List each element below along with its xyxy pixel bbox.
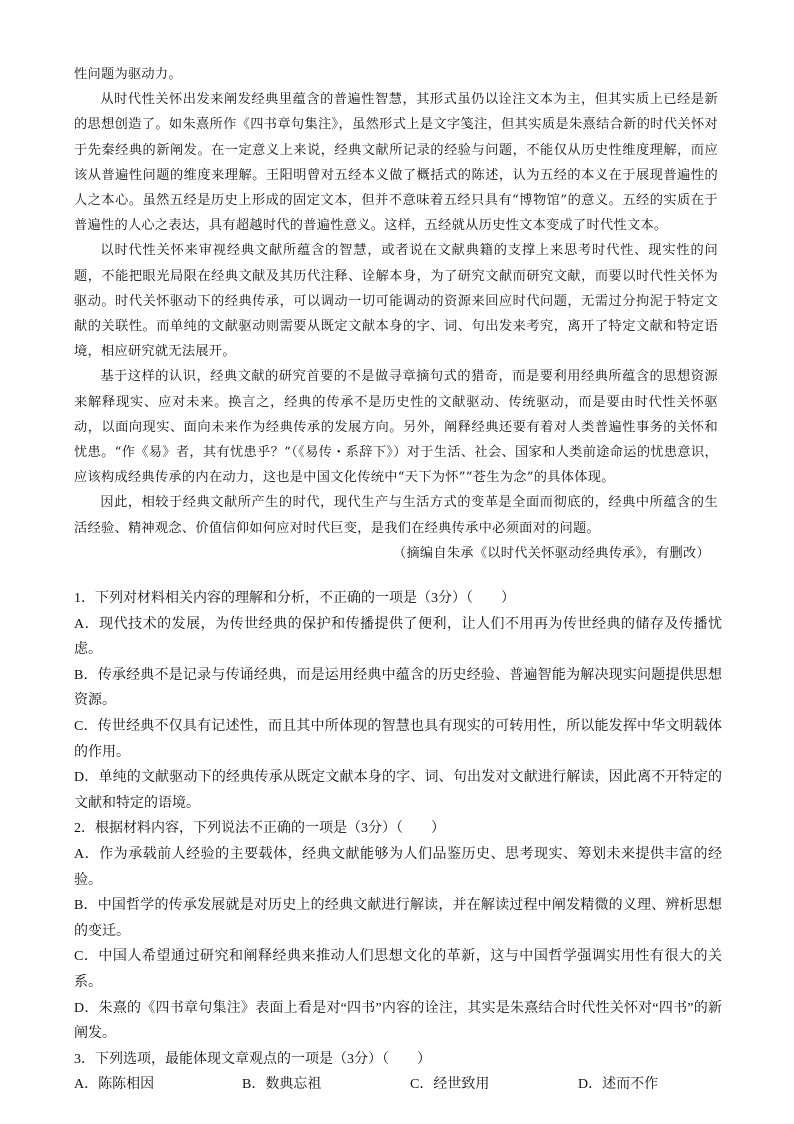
question-2-option-a: A．作为承载前人经验的主要载体，经典文献能够为人们品鉴历史、思考现实、筹划未来提供丰富的经验。 [74, 846, 722, 888]
question-3-option-c: C．经世致用 [410, 1077, 490, 1093]
passage-paragraph: 因此，相较于经典文献所产生的时代，现代生产与生活方式的变革是全面而彻底的，经典中所蕴含的生活经验、精神观念、价值信仰如何应对时代巨变，是我们在经典传承中必须面对的问题。 [74, 495, 718, 536]
question-list [74, 586, 722, 1098]
passage-paragraph: 基于这样的认识，经典文献的研究首要的不是做寻章摘句式的猎奇，而是要利用经典所蕴含的思想资源来解释现实、应对未来。换言之，经典的传承不是历史性的文献驱动、传统驱动，而是要由时代性关怀驱动，以面向现实、面向未来作为经典传承的发展方向。另外，阐释经典还要有着对人类普遍性事务的关怀和忧患。“作《易》者，其有忧患乎？”（《易传・系辞下》）对于生活、社会、国家和人类前途命运的忧患意识，应该构成经典传承的内在动力，这也是中国文化传统中“天下为怀”“苍生为念”的具体体现。 [74, 369, 718, 486]
passage-paragraph: 以时代性关怀来审视经典文献所蕴含的智慧，或者说在文献典籍的支撑上来思考时代性、现实性的问题，不能把眼光局限在经典文献及其历代注释、诠解本身，为了研究文献而研究文献，而要以时代性关怀为驱动。时代关怀驱动下的经典传承，可以调动一切可能调动的资源来回应时代问题，无需过分拘泥于特定文献的关联性。而单纯的文献驱动则需要从既定文献本身的字、词、句出发来考究，离开了特定文献和特定语境，相应研究就无法展开。 [74, 243, 718, 360]
question-2-option-c: C．中国人希望通过研究和阐释经典来推动人们思想文化的革新，这与中国哲学强调实用性有很大的关系。 [74, 949, 722, 990]
question-3-option-d: D．述而不作 [578, 1077, 659, 1093]
question-3-options [74, 1072, 722, 1098]
passage-source: （摘编自朱承《以时代关怀驱动经典传承》，有删改） [392, 545, 710, 561]
question-1-option-c: C．传世经典不仅具有记述性，而且其中所体现的智慧也具有现实的可转用性，所以能发挥中华文明载体的作用。 [74, 718, 722, 760]
question-3-option-b: B．数典忘祖 [242, 1077, 322, 1093]
question-2-option-d: D．朱熹的《四书章句集注》表面上看是对“四书”内容的诠注，其实是朱熹结合时代性关怀对“四书”的新阐发。 [74, 1000, 722, 1042]
passage-paragraph: 性问题为驱动力。 [74, 67, 182, 82]
question-1-option-d: D．单纯的文献驱动下的经典传承从既定文献本身的字、词、句出发对文献进行解读，因此离不开特定的文献和特定的语境。 [74, 770, 722, 811]
reading-passage [74, 62, 718, 566]
question-3-stem: 3．下列选项，最能体现文章观点的一项是（3分）（ ） [74, 1051, 431, 1067]
question-2-option-b: B．中国哲学的传承发展就是对历史上的经典文献进行解读，并在解读过程中阐发精微的义理、辨析思想的变迁。 [74, 898, 722, 939]
question-2-stem: 2．根据材料内容，下列说法不正确的一项是（3分）（ ） [74, 821, 445, 837]
question-3-option-a: A．陈陈相因 [74, 1077, 155, 1093]
question-1-option-b: B．传承经典不是记录与传诵经典，而是运用经典中蕴含的历史经验、普遍智能为解决现实问题提供思想资源。 [74, 667, 722, 709]
question-1-option-a: A．现代技术的发展，为传世经典的保护和传播提供了便利，让人们不用再为传世经典的储存及传播忧虑。 [74, 616, 722, 658]
question-1-stem: 1．下列对材料相关内容的理解和分析，不正确的一项是（3分）（ ） [74, 591, 515, 606]
passage-paragraph: 从时代性关怀出发来阐发经典里蕴含的普遍性智慧，其形式虽仍以诠注文本为主，但其实质上已经是新的思想创造了。如朱熹所作《四书章句集注》，虽然形式上是文字笺注，但其实质是朱熹结合新的时代关怀对于先秦经典的新阐发。在一定意义上来说，经典文献所记录的经验与问题，不能仅从历史性维度理解，而应该从普遍性问题的维度来理解。王阳明曾对五经本义做了概括式的陈述，认为五经的本义在于展现普遍性的人之本心。虽然五经是历史上形成的固定文本，但并不意味着五经只具有“博物馆”的意义。五经的实质在于普遍性的人心之表达，具有超越时代的普遍性意义。这样，五经就从历史性文本变成了时代性文本。 [74, 92, 718, 234]
